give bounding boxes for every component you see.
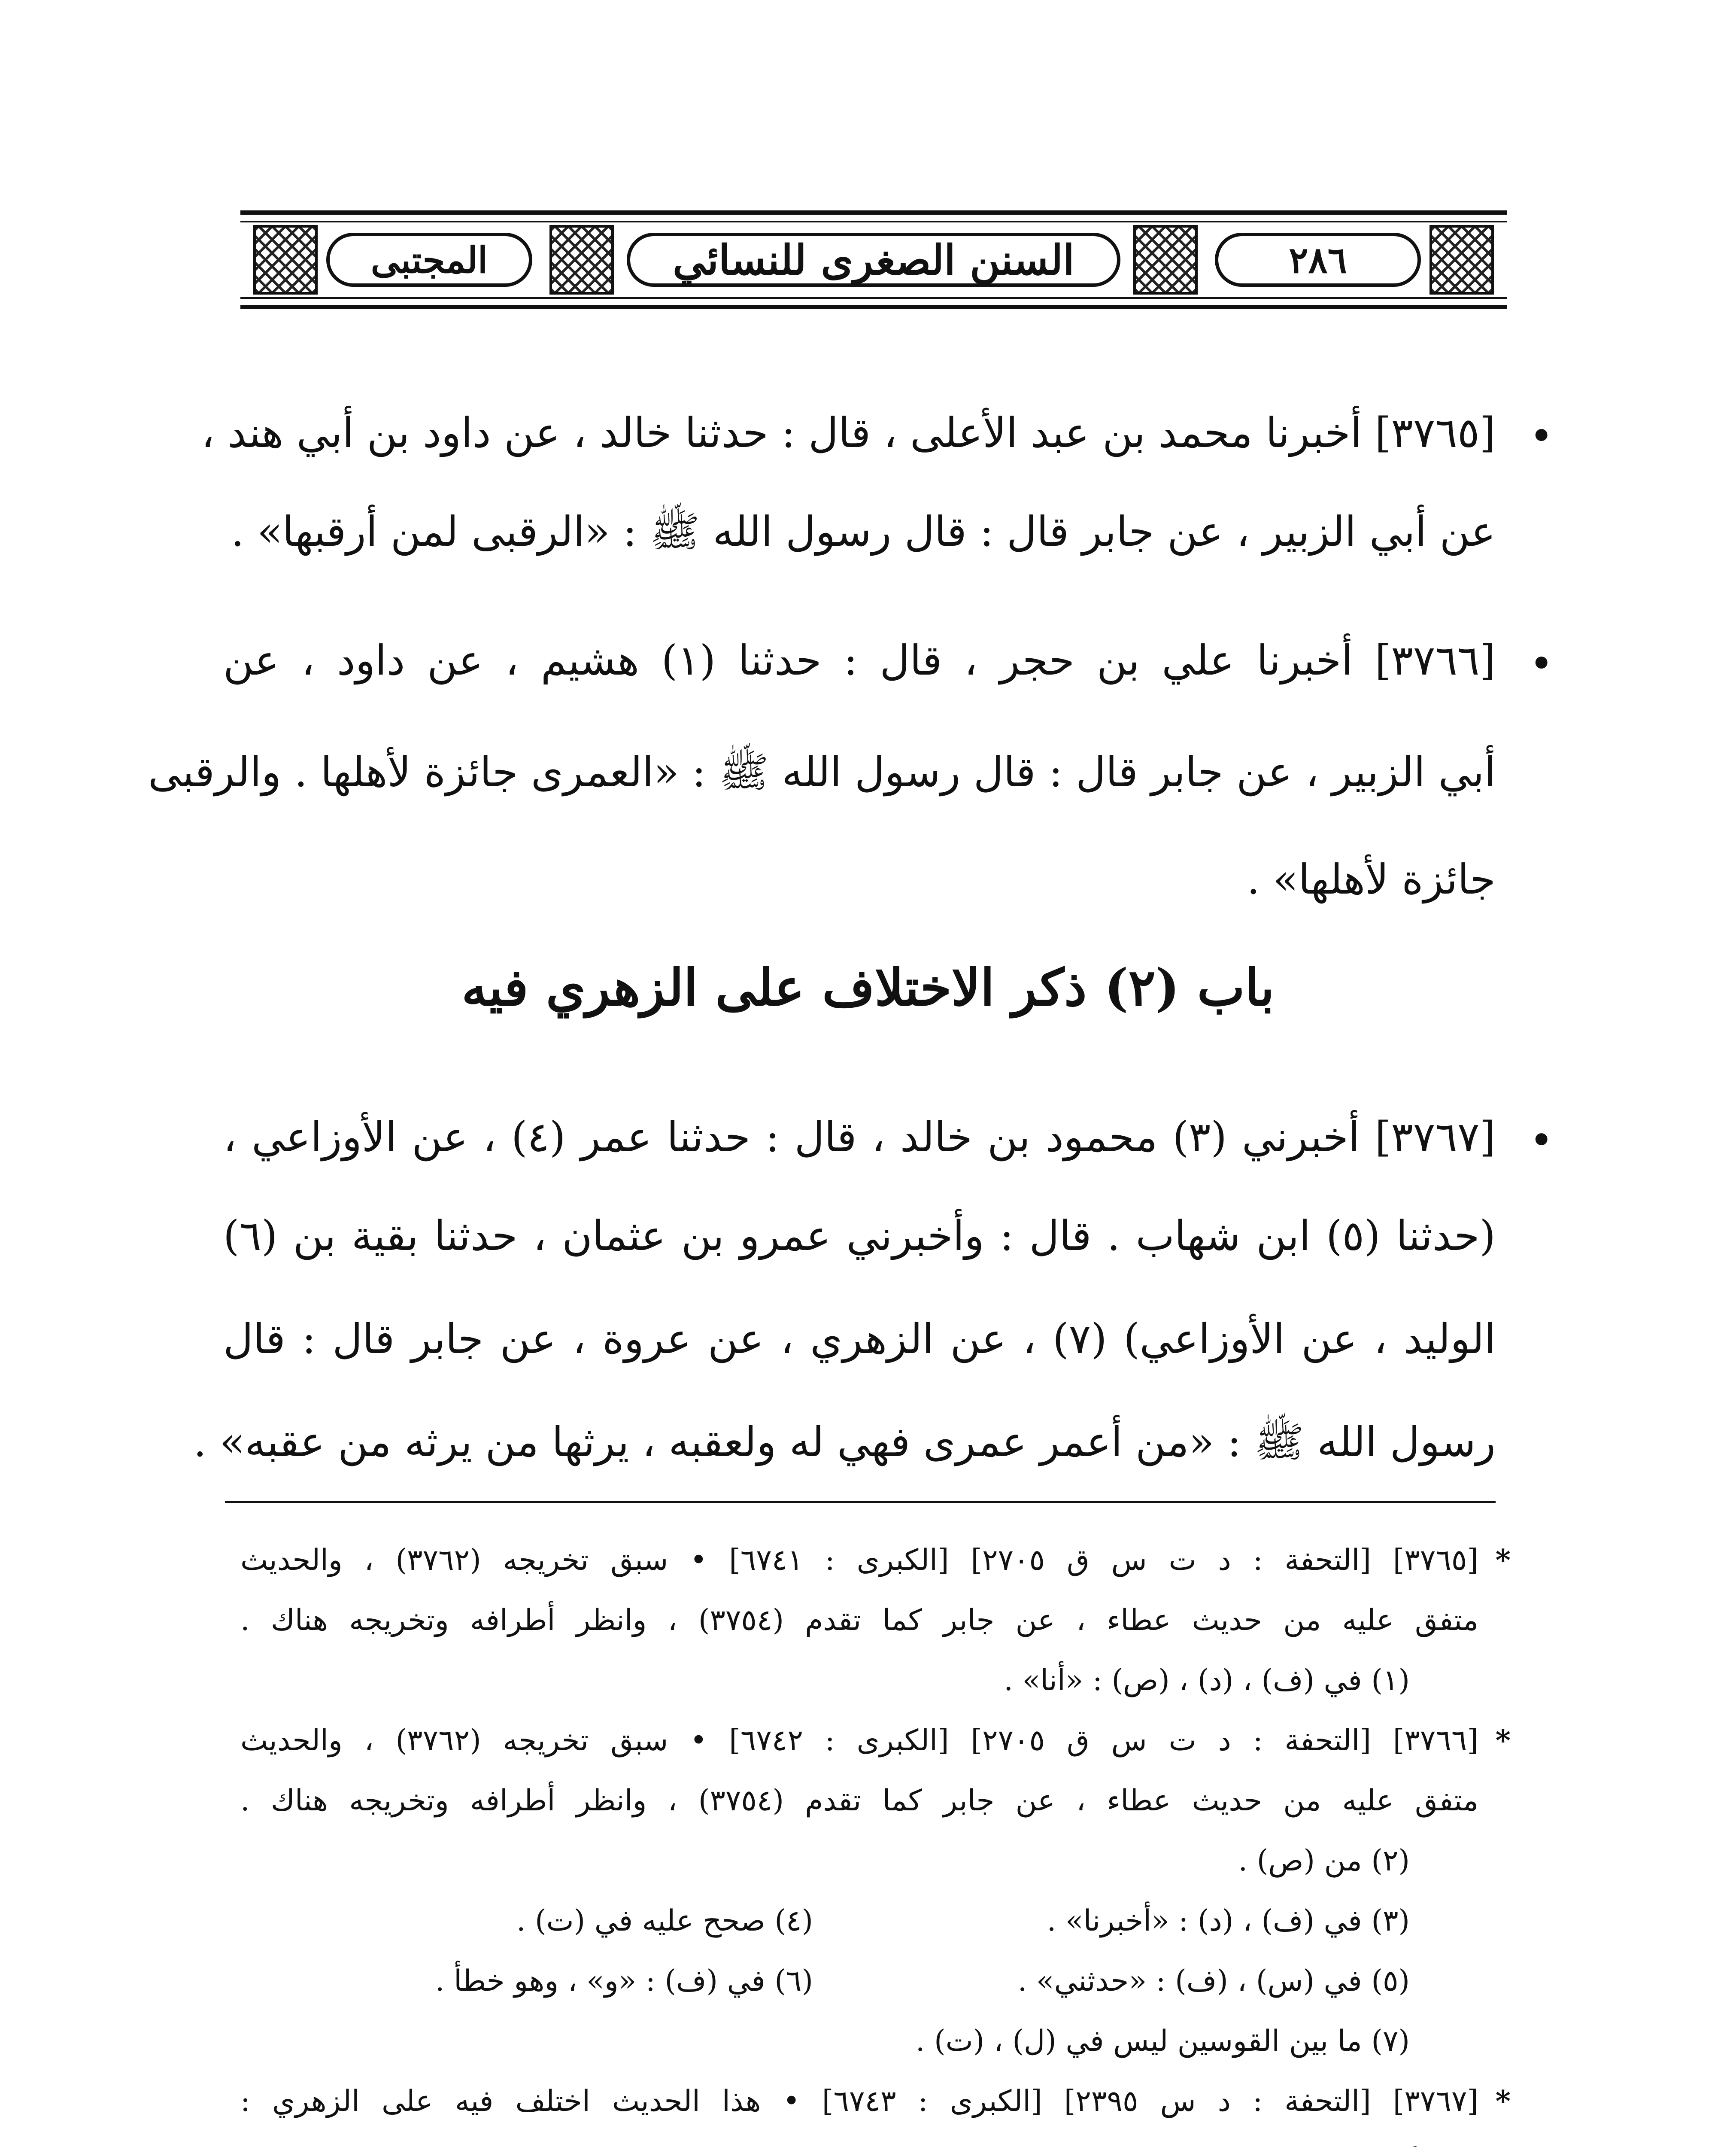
page-header [240, 210, 1507, 309]
hadith-line: أبي الزبير ، عن جابر قال : قال رسول الله ﷺ : «العمرى جائزة لأهلها . والرقبى [148, 748, 1496, 796]
page-number: ٢٨٦ [1289, 238, 1347, 281]
bullet-icon: • [1529, 412, 1554, 460]
ornament-icon [1133, 225, 1198, 295]
hadith-line: رسول الله ﷺ : «من أعمر عمرى فهي له ولعقبه ، يرثها من يرثه من عقبه» . [193, 1418, 1496, 1466]
chapter-heading: باب (٢) ذكر الاختلاف على الزهري فيه [461, 958, 1275, 1017]
page-number-cartouche [1215, 233, 1421, 287]
hadith-line: [٣٧٦٦] أخبرنا علي بن حجر ، قال : حدثنا (١) هشيم ، عن داود ، عن [223, 636, 1496, 684]
footnote-3766-line: * [٣٧٦٦] [التحفة : د ت س ق ٢٧٠٥] [الكبرى : ٦٧٤٢] • سبق تخريجه (٣٧٦٢) ، والحديث [240, 1726, 1478, 1755]
ornament-icon [253, 225, 318, 295]
ornament-icon [1429, 225, 1494, 295]
footnote-3767-line: * [٣٧٦٧] [التحفة : د س ٢٣٩٥] [الكبرى : ٦٧٤٣] • هذا الحديث اختلف فيه على الزهري : [240, 2087, 1478, 2116]
footnote-3: (٣) في (ف) ، (د) : «أخبرنا» . [1047, 1904, 1410, 1938]
hadith-line: جائزة لأهلها» . [1247, 855, 1496, 903]
footnote-1: (١) في (ف) ، (د) ، (ص) : «أنا» . [1004, 1663, 1410, 1697]
footnote-separator [225, 1501, 1496, 1503]
bullet-icon: • [1529, 640, 1554, 688]
book-nickname-cartouche [326, 233, 532, 287]
footnote-3766-line: متفق عليه من حديث عطاء ، عن جابر كما تقدم (٣٧٥٤) ، وانظر أطرافه وتخريجه هناك . [240, 1784, 1478, 1818]
bullet-icon: • [1529, 1116, 1554, 1165]
hadith-line: [٣٧٦٥] أخبرنا محمد بن عبد الأعلى ، قال : حدثنا خالد ، عن داود بن أبي هند ، [201, 409, 1496, 457]
hadith-line: [٣٧٦٧] أخبرني (٣) محمود بن خالد ، قال : حدثنا عمر (٤) ، عن الأوزاعي ، [223, 1113, 1496, 1161]
book-title: السنن الصغرى للنسائي [673, 235, 1074, 284]
footnote-3765-line: متفق عليه من حديث عطاء ، عن جابر كما تقدم (٣٧٥٤) ، وانظر أطرافه وتخريجه هناك . [240, 1603, 1478, 1637]
footnote-2: (٢) من (ص) . [1238, 1844, 1410, 1878]
book-title-cartouche [627, 233, 1120, 287]
hadith-line: عن أبي الزبير ، عن جابر قال : قال رسول الله ﷺ : «الرقبى لمن أرقبها» . [231, 508, 1496, 556]
footnote-6: (٦) في (ف) : «و» ، وهو خطأ . [435, 1964, 813, 1998]
footnote-3765-line: * [٣٧٦٥] [التحفة : د ت س ق ٢٧٠٥] [الكبرى : ٦٧٤١] • سبق تخريجه (٣٧٦٢) ، والحديث [240, 1546, 1478, 1575]
footnote-5: (٥) في (س) ، (ف) : «حدثني» . [1017, 1964, 1410, 1998]
footnote-4: (٤) صحح عليه في (ت) . [516, 1904, 813, 1938]
book-nickname: المجتبى [370, 238, 488, 281]
footnote-7: (٧) ما بين القوسين ليس في (ل) ، (ت) . [915, 2024, 1410, 2058]
ornament-icon [549, 225, 614, 295]
hadith-line: الوليد ، عن الأوزاعي) (٧) ، عن الزهري ، عن عروة ، عن جابر قال : قال [223, 1315, 1496, 1363]
hadith-line: (حدثنا (٥) ابن شهاب . قال : وأخبرني عمرو بن عثمان ، حدثنا بقية بن (٦) [223, 1212, 1496, 1260]
